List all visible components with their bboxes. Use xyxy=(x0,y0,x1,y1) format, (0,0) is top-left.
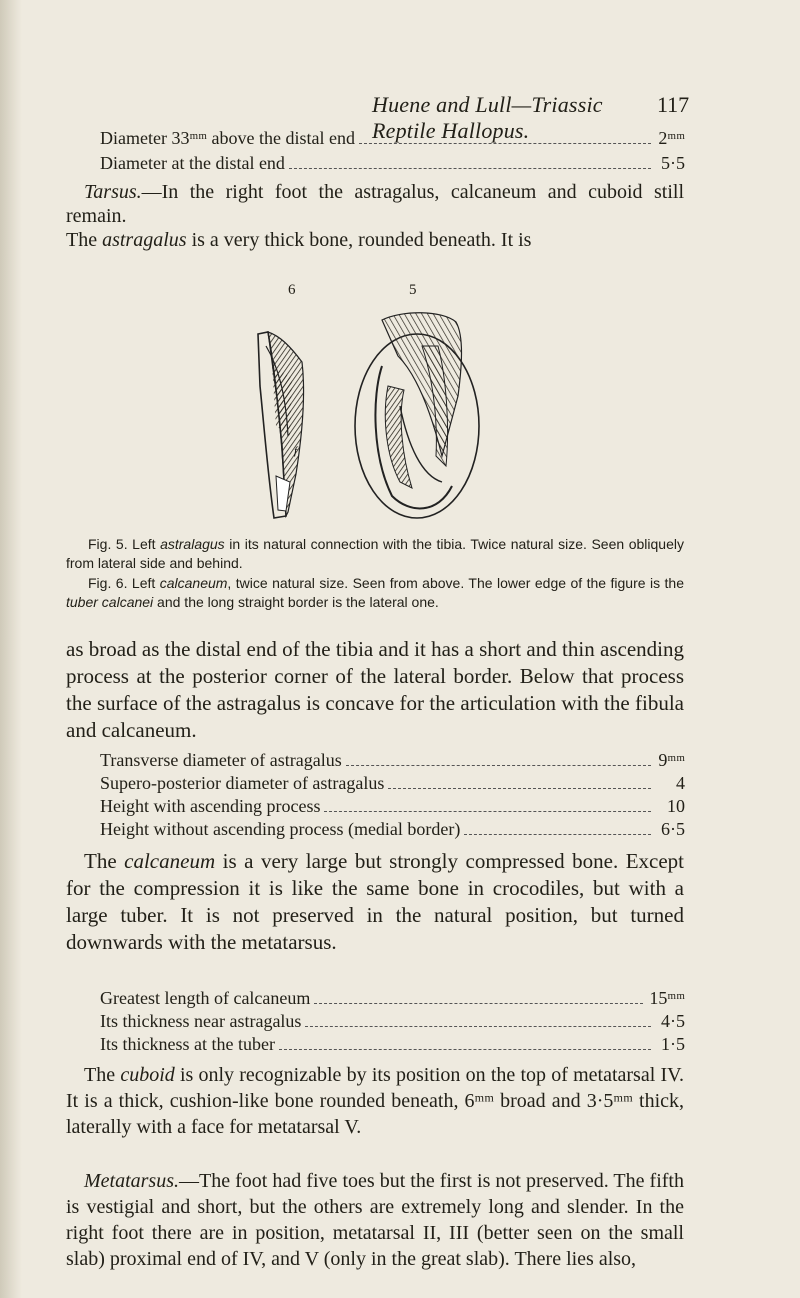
term-astragalus: astragalus xyxy=(102,229,187,251)
figure-5-astragalus-drawing xyxy=(355,313,479,518)
measure-label: Its thickness at the tuber xyxy=(100,1034,275,1054)
figure-5-caption: Fig. 5. Left astralagus in its natural connection with the tibia. Twice natural size. Seen obliquely from lateral side and behind. xyxy=(66,536,684,571)
measure-row xyxy=(100,153,685,174)
measure-row xyxy=(100,128,685,149)
measure-value: 2ᵐᵐ xyxy=(658,128,685,148)
measure-row xyxy=(100,988,685,1009)
measure-row xyxy=(100,1034,685,1055)
caption-fig5-label: Fig. 5. xyxy=(88,536,128,552)
figure-number-5: 5 xyxy=(409,282,417,298)
figure-6-calcaneum-drawing xyxy=(258,332,304,518)
leader-dots xyxy=(279,1049,651,1050)
measure-value: 4·5 xyxy=(661,1011,685,1031)
leader-dots xyxy=(324,811,651,812)
measure-row xyxy=(100,796,685,817)
page-gutter-shadow xyxy=(0,0,22,1298)
figure-mark-f: f xyxy=(294,445,298,457)
measure-label: Greatest length of calcaneum xyxy=(100,988,311,1008)
measure-value: 9ᵐᵐ xyxy=(658,750,685,770)
measure-value: 6·5 xyxy=(661,819,685,839)
measure-row xyxy=(100,750,685,771)
term-calcaneum: calcaneum xyxy=(124,849,216,873)
measure-value: 4 xyxy=(676,773,685,793)
leader-dots xyxy=(464,834,651,835)
measure-label: Its thickness near astragalus xyxy=(100,1011,302,1031)
term-cuboid: cuboid xyxy=(120,1064,175,1086)
astragalus-paragraph: as broad as the distal end of the tibia and it has a short and thin ascending process at the posterior corner of the lateral border. Below that process the surface of the astragalus is concave for the articulation with the fibula and calcaneum. xyxy=(66,637,684,742)
measure-row xyxy=(100,1011,685,1032)
measure-label: Height with ascending process xyxy=(100,796,321,816)
tarsus-heading: Tarsus. xyxy=(84,181,142,203)
leader-dots xyxy=(289,168,651,169)
leader-dots xyxy=(359,143,651,144)
measure-value: 5·5 xyxy=(661,153,685,173)
leader-dots xyxy=(305,1026,651,1027)
measure-label: Supero-posterior diameter of astragalus xyxy=(100,773,385,793)
measure-value: 15ᵐᵐ xyxy=(649,988,685,1008)
measure-label: Height without ascending process (medial border) xyxy=(100,819,461,839)
page-number: 117 xyxy=(657,92,690,117)
figure-6-caption: Fig. 6. Left calcaneum, twice natural size. Seen from above. The lower edge of the figure is the tuber calcanei and the long straight border is the lateral one. xyxy=(66,575,684,610)
measure-label: Diameter at the distal end xyxy=(100,153,285,173)
leader-dots xyxy=(346,765,651,766)
cuboid-paragraph: The cuboid is only recognizable by its position on the top of metatarsal IV. It is a thick, cushion-like bone rounded beneath, 6ᵐᵐ broad and 3·5ᵐᵐ thick, laterally with a face for metatarsal V. xyxy=(66,1064,685,1138)
metatarsus-paragraph: Metatarsus.—The foot had five toes but the first is not preserved. The fifth is vestigial and short, but the others are extremely long and slender. In the right foot there are in position, metatarsal II, III (better seen on the small slab) proximal end of IV, and V (only in the great slab). There lies also, xyxy=(66,1170,684,1270)
leader-dots xyxy=(388,788,651,789)
measure-value: 10 xyxy=(667,796,685,816)
metatarsus-heading: Metatarsus. xyxy=(84,1170,179,1192)
measure-label: Diameter 33ᵐᵐ above the distal end xyxy=(100,128,356,148)
running-title: Huene and Lull—Triassic Reptile Hallopus. xyxy=(372,92,603,143)
caption-fig6-label: Fig. 6. xyxy=(88,575,128,591)
leader-dots xyxy=(314,1003,643,1004)
calcaneum-paragraph: The calcaneum is a very large but strongly compressed bone. Except for the compression it is like the same bone in crocodiles, but with a large tuber. It is not preserved in the natural position, but turned downwards with the metatarsus. xyxy=(66,849,684,954)
tarsus-paragraph: Tarsus.—In the right foot the astragalus, calcaneum and cuboid still remain. The astragalus is a very thick bone, rounded beneath. It is xyxy=(66,181,684,251)
measure-row xyxy=(100,819,685,840)
astragalus-calcaneum-figure xyxy=(232,306,552,524)
measure-row xyxy=(100,773,685,794)
measure-label: Transverse diameter of astragalus xyxy=(100,750,342,770)
figure-number-6: 6 xyxy=(288,282,296,298)
tarsus-text: —In the right foot the astragalus, calcaneum and cuboid still remain. xyxy=(66,181,684,227)
measure-value: 1·5 xyxy=(661,1034,685,1054)
